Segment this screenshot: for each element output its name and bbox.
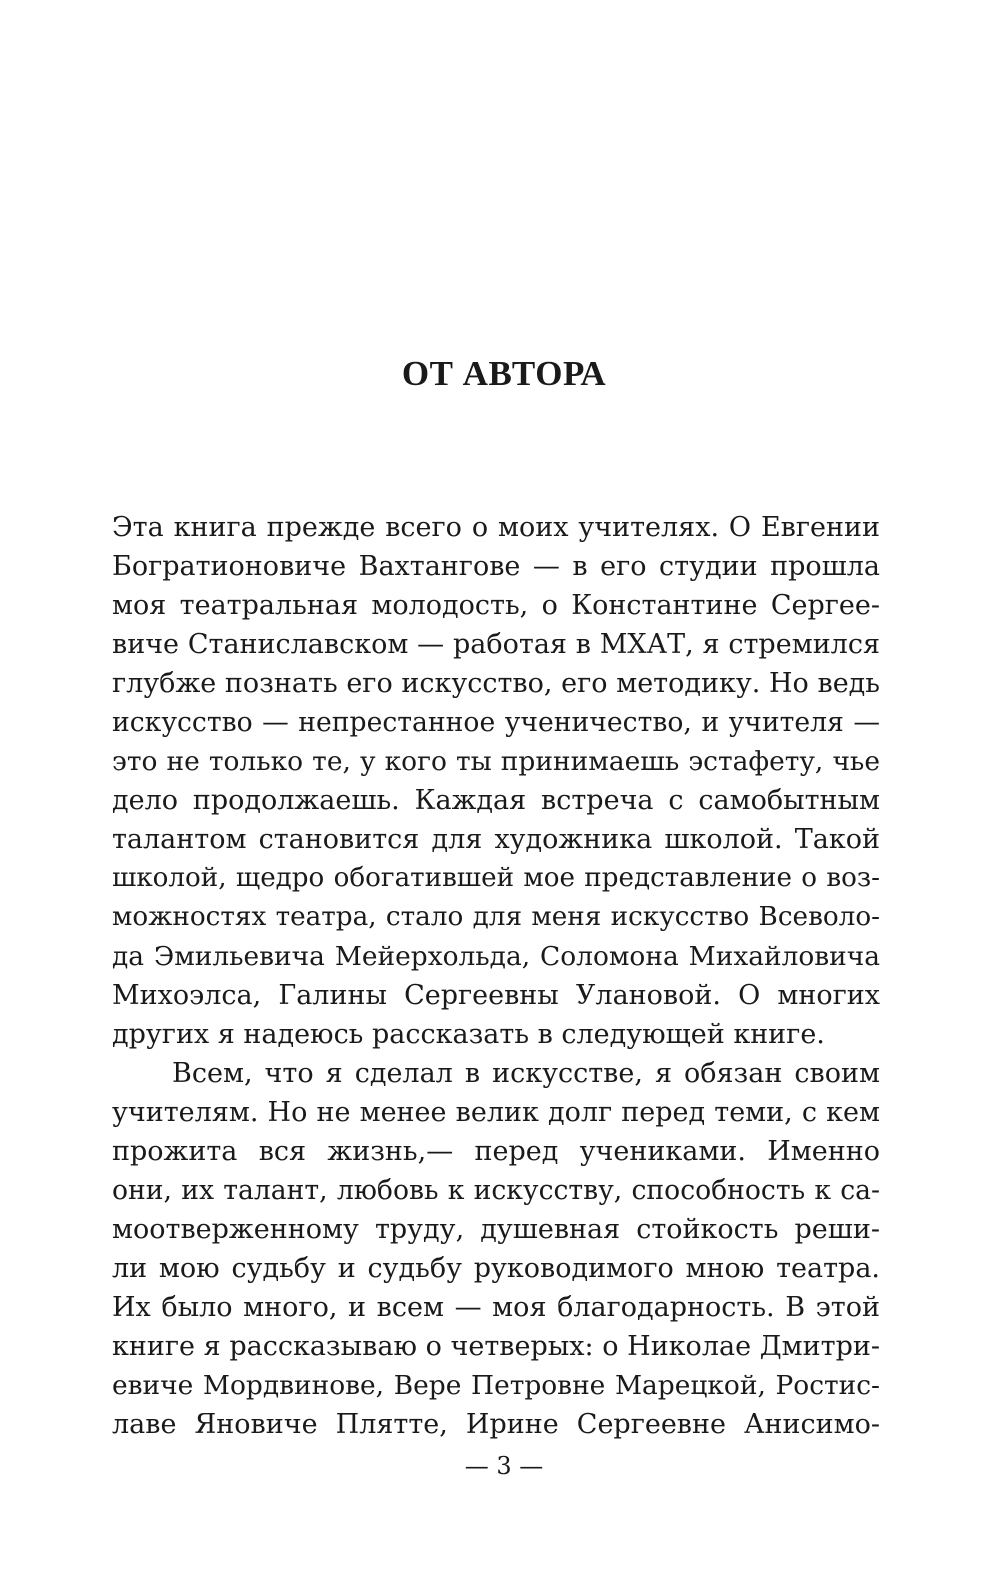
- text-line: виче Станиславском — работая в МХАТ, я стремился: [112, 629, 880, 660]
- text-line: Их было много, и всем — моя благодарность. В этой: [112, 1292, 880, 1323]
- text-line: это не только те, у кого ты принимаешь эстафету, чье: [112, 746, 880, 777]
- text-line: да Эмильевича Мейерхольда, Соломона Михайловича: [112, 941, 880, 972]
- text-line-paragraph-start: Всем, что я сделал в искусстве, я обязан своим: [172, 1058, 880, 1089]
- text-line-paragraph-end: других я надеюсь рассказать в следующей книге.: [112, 1019, 825, 1050]
- text-line: ли мою судьбу и судьбу руководимого мною театра.: [112, 1253, 880, 1284]
- text-line: моя театральная молодость, о Константине Сергее-: [112, 590, 880, 621]
- body-text: [112, 508, 880, 1444]
- chapter-title: ОТ АВТОРА: [401, 354, 607, 393]
- text-line: евиче Мордвинове, Вере Петровне Марецкой, Ростис-: [112, 1370, 880, 1401]
- text-line: Богратионовиче Вахтангове — в его студии прошла: [112, 551, 880, 582]
- text-line: Эта книга прежде всего о моих учителях. О Евгении: [112, 512, 880, 543]
- text-line: дело продолжаешь. Каждая встреча с самобытным: [112, 785, 880, 816]
- text-line: искусство — непрестанное ученичество, и учителя —: [112, 707, 880, 738]
- text-line: можностях театра, стало для меня искусство Всеволо-: [112, 902, 880, 932]
- text-line: лаве Яновиче Плятте, Ирине Сергеевне Анисимо-: [112, 1409, 880, 1440]
- text-line: глубже познать его искусство, его методику. Но ведь: [112, 668, 880, 699]
- text-line: они, их талант, любовь к искусству, способность к са-: [112, 1175, 880, 1206]
- text-line: школой, щедро обогатившей мое представление о воз-: [112, 863, 880, 893]
- text-line: книге я рассказываю о четверых: о Николае Дмитри-: [112, 1331, 880, 1362]
- text-line: талантом становится для художника школой. Такой: [112, 824, 880, 855]
- text-line: учителям. Но не менее велик долг перед теми, с кем: [112, 1097, 880, 1128]
- page-number: — 3 —: [464, 1452, 544, 1480]
- text-line: Михоэлса, Галины Сергеевны Улановой. О многих: [112, 980, 880, 1011]
- text-line: прожита вся жизнь,— перед учениками. Именно: [112, 1136, 880, 1167]
- text-line: моотверженному труду, душевная стойкость реши-: [112, 1214, 880, 1245]
